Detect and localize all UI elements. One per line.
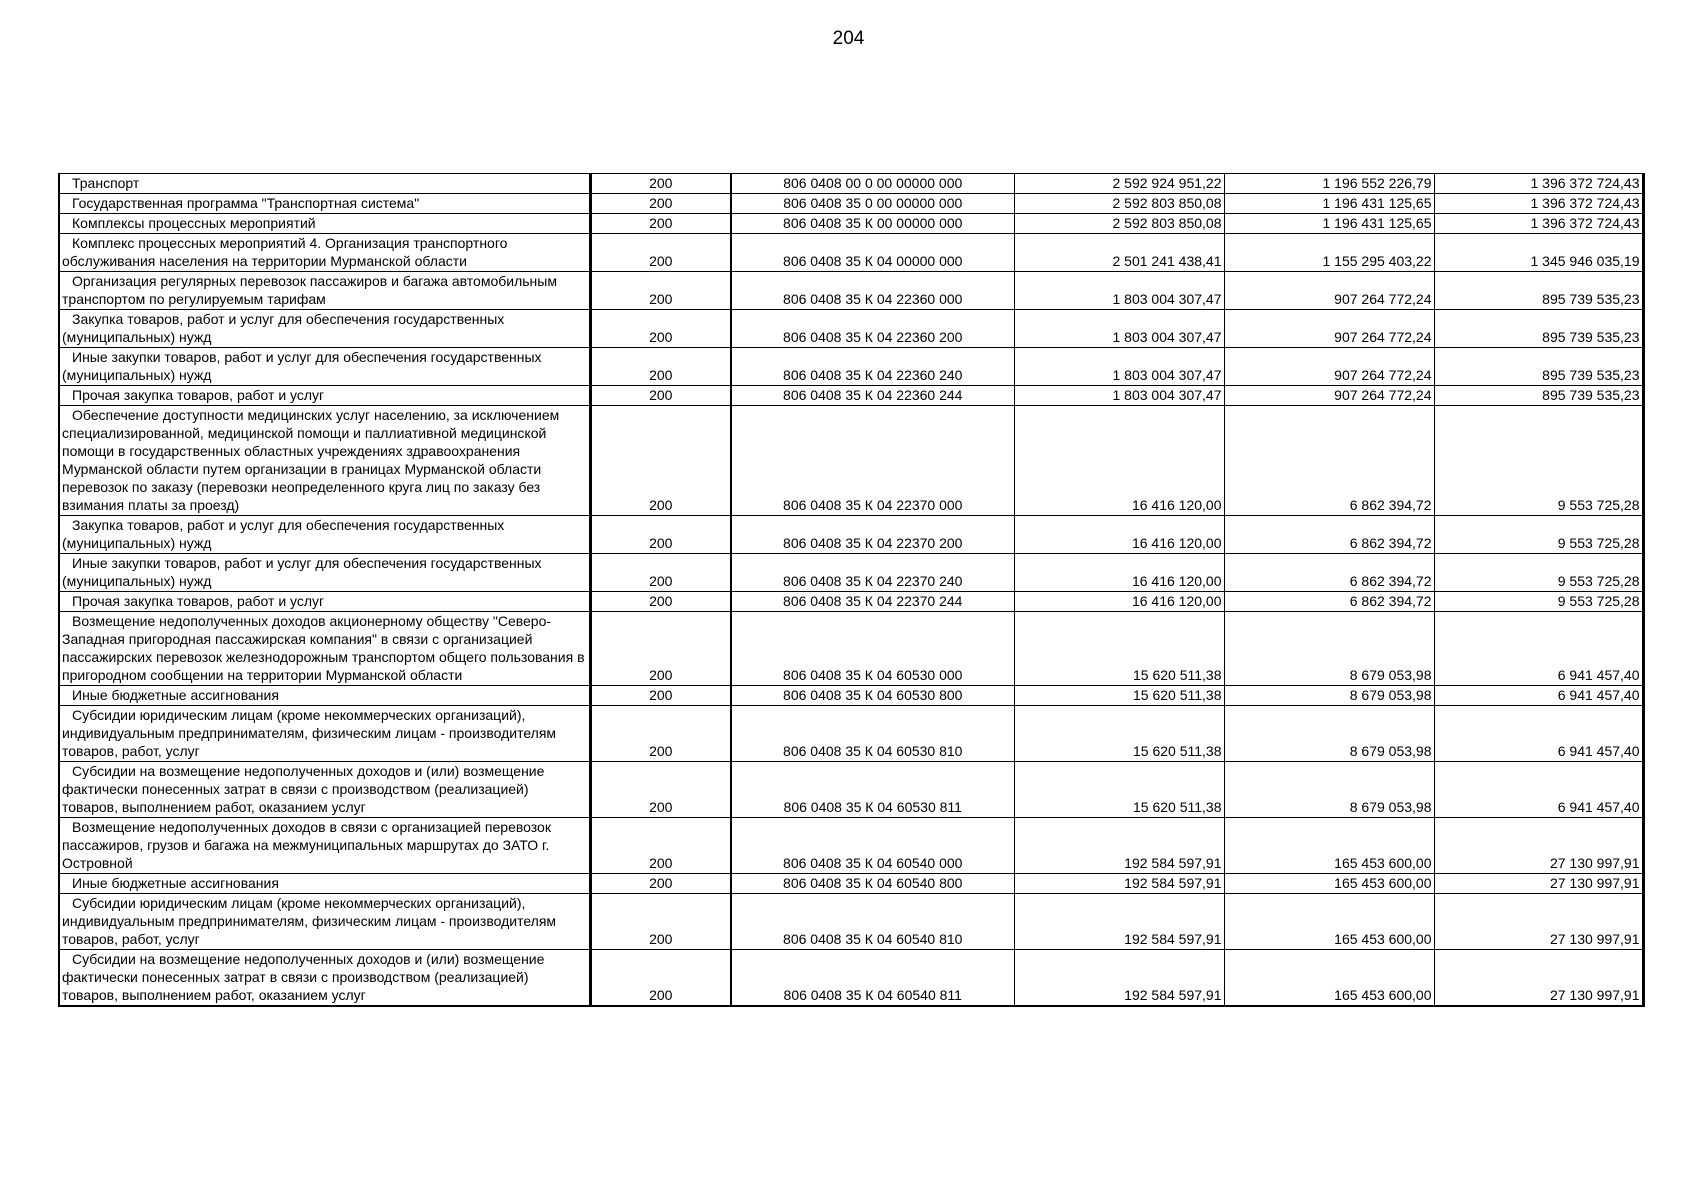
row-budget-code: 806 0408 35 К 04 22360 200 bbox=[731, 310, 1014, 348]
row-budget-code: 806 0408 35 К 04 60540 000 bbox=[731, 818, 1014, 874]
row-amount-1: 15 620 511,38 bbox=[1014, 762, 1224, 818]
table-row bbox=[59, 214, 1643, 234]
row-amount-1: 2 501 241 438,41 bbox=[1014, 234, 1224, 272]
row-amount-1: 15 620 511,38 bbox=[1014, 612, 1224, 686]
table-row bbox=[59, 272, 1643, 310]
row-amount-1: 192 584 597,91 bbox=[1014, 894, 1224, 950]
row-name: Иные бюджетные ассигнования bbox=[59, 686, 590, 706]
row-amount-2: 6 862 394,72 bbox=[1224, 516, 1434, 554]
row-amount-2: 165 453 600,00 bbox=[1224, 950, 1434, 1007]
row-amount-1: 16 416 120,00 bbox=[1014, 516, 1224, 554]
row-amount-2: 6 862 394,72 bbox=[1224, 406, 1434, 516]
row-amount-3: 27 130 997,91 bbox=[1434, 874, 1643, 894]
row-name: Иные бюджетные ассигнования bbox=[59, 874, 590, 894]
row-budget-code: 806 0408 35 К 04 60530 000 bbox=[731, 612, 1014, 686]
row-admin-code: 200 bbox=[590, 874, 731, 894]
row-name: Субсидии на возмещение недополученных доходов и (или) возмещение фактически понесенных затрат в связи с производством (реализацией) товаров, выполнением работ, оказанием услуг bbox=[59, 762, 590, 818]
row-amount-3: 1 396 372 724,43 bbox=[1434, 174, 1643, 194]
row-admin-code: 200 bbox=[590, 194, 731, 214]
row-budget-code: 806 0408 35 К 00 00000 000 bbox=[731, 214, 1014, 234]
row-budget-code: 806 0408 35 К 04 22360 240 bbox=[731, 348, 1014, 386]
row-amount-2: 1 196 552 226,79 bbox=[1224, 174, 1434, 194]
row-name: Закупка товаров, работ и услуг для обеспечения государственных (муниципальных) нужд bbox=[59, 516, 590, 554]
row-amount-2: 907 264 772,24 bbox=[1224, 386, 1434, 406]
row-name: Прочая закупка товаров, работ и услуг bbox=[59, 592, 590, 612]
row-amount-3: 9 553 725,28 bbox=[1434, 516, 1643, 554]
row-amount-2: 907 264 772,24 bbox=[1224, 348, 1434, 386]
row-amount-3: 27 130 997,91 bbox=[1434, 818, 1643, 874]
table-row bbox=[59, 554, 1643, 592]
row-admin-code: 200 bbox=[590, 612, 731, 686]
table-row bbox=[59, 818, 1643, 874]
row-amount-1: 192 584 597,91 bbox=[1014, 874, 1224, 894]
row-amount-2: 8 679 053,98 bbox=[1224, 686, 1434, 706]
row-admin-code: 200 bbox=[590, 234, 731, 272]
row-budget-code: 806 0408 35 К 04 60540 810 bbox=[731, 894, 1014, 950]
row-amount-2: 1 155 295 403,22 bbox=[1224, 234, 1434, 272]
row-amount-1: 192 584 597,91 bbox=[1014, 950, 1224, 1007]
row-amount-3: 1 396 372 724,43 bbox=[1434, 194, 1643, 214]
row-amount-1: 1 803 004 307,47 bbox=[1014, 386, 1224, 406]
row-admin-code: 200 bbox=[590, 706, 731, 762]
row-amount-2: 907 264 772,24 bbox=[1224, 272, 1434, 310]
row-amount-1: 1 803 004 307,47 bbox=[1014, 310, 1224, 348]
row-admin-code: 200 bbox=[590, 950, 731, 1007]
row-amount-3: 9 553 725,28 bbox=[1434, 406, 1643, 516]
row-amount-3: 895 739 535,23 bbox=[1434, 348, 1643, 386]
row-budget-code: 806 0408 35 К 04 60530 800 bbox=[731, 686, 1014, 706]
row-budget-code: 806 0408 35 К 04 22370 244 bbox=[731, 592, 1014, 612]
table-row bbox=[59, 950, 1643, 1007]
row-amount-3: 27 130 997,91 bbox=[1434, 894, 1643, 950]
row-admin-code: 200 bbox=[590, 310, 731, 348]
row-budget-code: 806 0408 35 К 04 60540 800 bbox=[731, 874, 1014, 894]
row-amount-3: 6 941 457,40 bbox=[1434, 762, 1643, 818]
row-name: Организация регулярных перевозок пассажиров и багажа автомобильным транспортом по регулируемым тарифам bbox=[59, 272, 590, 310]
row-name: Прочая закупка товаров, работ и услуг bbox=[59, 386, 590, 406]
row-amount-3: 1 396 372 724,43 bbox=[1434, 214, 1643, 234]
row-amount-3: 9 553 725,28 bbox=[1434, 592, 1643, 612]
row-name: Комплекс процессных мероприятий 4. Организация транспортного обслуживания населения на территории Мурманской области bbox=[59, 234, 590, 272]
row-budget-code: 806 0408 35 К 04 22370 240 bbox=[731, 554, 1014, 592]
row-name: Субсидии юридическим лицам (кроме некоммерческих организаций), индивидуальным предпринимателям, физическим лицам - производителям товаров, работ, услуг bbox=[59, 894, 590, 950]
row-amount-1: 16 416 120,00 bbox=[1014, 554, 1224, 592]
table-row bbox=[59, 592, 1643, 612]
row-amount-3: 27 130 997,91 bbox=[1434, 950, 1643, 1007]
table-row bbox=[59, 174, 1643, 194]
row-amount-3: 895 739 535,23 bbox=[1434, 310, 1643, 348]
row-admin-code: 200 bbox=[590, 894, 731, 950]
row-budget-code: 806 0408 35 0 00 00000 000 bbox=[731, 194, 1014, 214]
row-name: Обеспечение доступности медицинских услуг населению, за исключением специализированной, медицинской помощи и паллиативной медицинской помощи в государственных областных учреждениях здравоохранения Мурманской области путем организации в границах Мурманской области перевозок по заказу (перевозки неопределенного круга лиц по заказу без взимания платы за проезд) bbox=[59, 406, 590, 516]
row-amount-1: 15 620 511,38 bbox=[1014, 686, 1224, 706]
row-admin-code: 200 bbox=[590, 214, 731, 234]
row-name: Иные закупки товаров, работ и услуг для обеспечения государственных (муниципальных) нужд bbox=[59, 554, 590, 592]
row-amount-1: 15 620 511,38 bbox=[1014, 706, 1224, 762]
row-admin-code: 200 bbox=[590, 386, 731, 406]
table-row bbox=[59, 706, 1643, 762]
table-row bbox=[59, 874, 1643, 894]
row-amount-1: 16 416 120,00 bbox=[1014, 406, 1224, 516]
table-row bbox=[59, 406, 1643, 516]
table-row bbox=[59, 234, 1643, 272]
row-amount-3: 9 553 725,28 bbox=[1434, 554, 1643, 592]
row-admin-code: 200 bbox=[590, 272, 731, 310]
row-admin-code: 200 bbox=[590, 554, 731, 592]
row-budget-code: 806 0408 35 К 04 60530 810 bbox=[731, 706, 1014, 762]
row-admin-code: 200 bbox=[590, 686, 731, 706]
row-amount-2: 165 453 600,00 bbox=[1224, 818, 1434, 874]
row-budget-code: 806 0408 35 К 04 22360 244 bbox=[731, 386, 1014, 406]
budget-table bbox=[58, 173, 1645, 1007]
row-amount-2: 6 862 394,72 bbox=[1224, 592, 1434, 612]
table-row bbox=[59, 516, 1643, 554]
row-admin-code: 200 bbox=[590, 516, 731, 554]
row-name: Субсидии на возмещение недополученных доходов и (или) возмещение фактически понесенных затрат в связи с производством (реализацией) товаров, выполнением работ, оказанием услуг bbox=[59, 950, 590, 1007]
row-amount-2: 6 862 394,72 bbox=[1224, 554, 1434, 592]
row-amount-2: 8 679 053,98 bbox=[1224, 762, 1434, 818]
row-amount-1: 2 592 924 951,22 bbox=[1014, 174, 1224, 194]
table-row bbox=[59, 686, 1643, 706]
row-amount-3: 895 739 535,23 bbox=[1434, 386, 1643, 406]
row-budget-code: 806 0408 35 К 04 60540 811 bbox=[731, 950, 1014, 1007]
row-amount-3: 1 345 946 035,19 bbox=[1434, 234, 1643, 272]
row-admin-code: 200 bbox=[590, 406, 731, 516]
table-row bbox=[59, 310, 1643, 348]
table-row bbox=[59, 612, 1643, 686]
row-amount-2: 1 196 431 125,65 bbox=[1224, 214, 1434, 234]
row-name: Возмещение недополученных доходов в связи с организацией перевозок пассажиров, грузов и багажа на межмуниципальных маршрутах до ЗАТО г. Островной bbox=[59, 818, 590, 874]
row-amount-1: 1 803 004 307,47 bbox=[1014, 272, 1224, 310]
row-name: Субсидии юридическим лицам (кроме некоммерческих организаций), индивидуальным предпринимателям, физическим лицам - производителям товаров, работ, услуг bbox=[59, 706, 590, 762]
row-amount-1: 16 416 120,00 bbox=[1014, 592, 1224, 612]
row-admin-code: 200 bbox=[590, 592, 731, 612]
table-row bbox=[59, 762, 1643, 818]
row-amount-2: 907 264 772,24 bbox=[1224, 310, 1434, 348]
row-amount-3: 6 941 457,40 bbox=[1434, 686, 1643, 706]
row-amount-1: 1 803 004 307,47 bbox=[1014, 348, 1224, 386]
row-amount-3: 895 739 535,23 bbox=[1434, 272, 1643, 310]
row-admin-code: 200 bbox=[590, 818, 731, 874]
row-amount-3: 6 941 457,40 bbox=[1434, 612, 1643, 686]
row-name: Транспорт bbox=[59, 174, 590, 194]
table-row bbox=[59, 348, 1643, 386]
row-budget-code: 806 0408 35 К 04 22370 200 bbox=[731, 516, 1014, 554]
table-row bbox=[59, 386, 1643, 406]
row-amount-1: 2 592 803 850,08 bbox=[1014, 194, 1224, 214]
row-admin-code: 200 bbox=[590, 348, 731, 386]
row-budget-code: 806 0408 35 К 04 60530 811 bbox=[731, 762, 1014, 818]
row-budget-code: 806 0408 35 К 04 22370 000 bbox=[731, 406, 1014, 516]
row-amount-2: 1 196 431 125,65 bbox=[1224, 194, 1434, 214]
row-name: Государственная программа "Транспортная система" bbox=[59, 194, 590, 214]
row-amount-1: 2 592 803 850,08 bbox=[1014, 214, 1224, 234]
row-name: Иные закупки товаров, работ и услуг для обеспечения государственных (муниципальных) нужд bbox=[59, 348, 590, 386]
row-amount-1: 192 584 597,91 bbox=[1014, 818, 1224, 874]
row-amount-3: 6 941 457,40 bbox=[1434, 706, 1643, 762]
row-budget-code: 806 0408 00 0 00 00000 000 bbox=[731, 174, 1014, 194]
row-amount-2: 8 679 053,98 bbox=[1224, 706, 1434, 762]
row-budget-code: 806 0408 35 К 04 22360 000 bbox=[731, 272, 1014, 310]
table-row bbox=[59, 894, 1643, 950]
row-admin-code: 200 bbox=[590, 174, 731, 194]
row-amount-2: 165 453 600,00 bbox=[1224, 894, 1434, 950]
page-number: 204 bbox=[832, 28, 865, 49]
row-name: Закупка товаров, работ и услуг для обеспечения государственных (муниципальных) нужд bbox=[59, 310, 590, 348]
row-amount-2: 8 679 053,98 bbox=[1224, 612, 1434, 686]
table-row bbox=[59, 194, 1643, 214]
row-budget-code: 806 0408 35 К 04 00000 000 bbox=[731, 234, 1014, 272]
row-amount-2: 165 453 600,00 bbox=[1224, 874, 1434, 894]
row-name: Возмещение недополученных доходов акционерному обществу "Северо-Западная пригородная пассажирская компания" в связи с организацией пассажирских перевозок железнодорожным транспортом общего пользования в пригородном сообщении на территории Мурманской области bbox=[59, 612, 590, 686]
row-name: Комплексы процессных мероприятий bbox=[59, 214, 590, 234]
row-admin-code: 200 bbox=[590, 762, 731, 818]
